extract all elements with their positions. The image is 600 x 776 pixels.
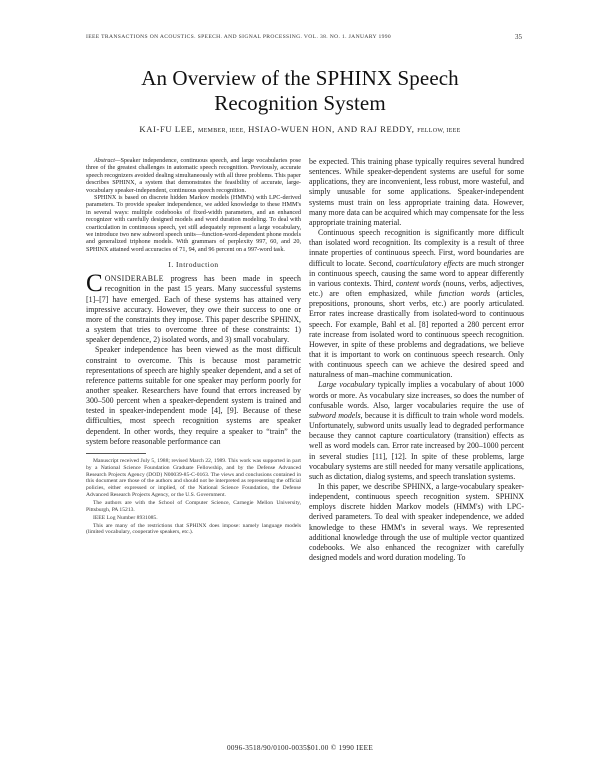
intro-paragraph-2: Speaker independence has been viewed as the most difficult constraint to overcome. This is because most parametric representations of speech are highly speaker dependent, and a set of reference patterns suitable for one speaker may perform poorly for another speaker. Researchers have found that errors increased by 300–500 percent when a speaker-dependent system is trained and tested in speaker-independent mode [4], [9]. Because of these difficulties, most speech recognition systems are speaker dependent. In other words, they require a speaker to “train” the system before reasonable performance can [86, 345, 301, 446]
copyright-line: 0096-3518/90/0100-0035$01.00 © 1990 IEEE [226, 744, 374, 752]
rp2-em: Large vocabulary [318, 380, 375, 390]
page-number: 35 [515, 33, 522, 41]
paper-title [0, 66, 600, 116]
footnotes [86, 458, 301, 536]
abstract-paragraph-1 [86, 157, 301, 194]
running-head: IEEE TRANSACTIONS ON ACOUSTICS. SPEECH. AND SIGNAL PROCESSING. VOL. 38. NO. 1. JANUARY 1990 [86, 34, 392, 40]
intro-paragraph-1 [86, 270, 301, 345]
footnote-log-number: IEEE Log Number 8931085. [93, 514, 158, 521]
rp1-a: Continuous speech recognition is significantly more difficult than isolated word recognition. Its complexity is a result of three innate properties of continuous speech. First, word boundaries are difficult to locate. Second, [309, 228, 524, 268]
right-column-text [309, 157, 524, 563]
author-line [0, 124, 600, 134]
abstract-label: Abstract— [94, 157, 121, 164]
drop-cap: C [86, 270, 103, 298]
right-paragraph-3: In this paper, we describe SPHINX, a large-vocabulary speaker-independent, continuous speech recognition system. SPHINX employs discrete hidden Markov models (HMM's) with LPC-derived parameters. To deal with speaker independence, we added knowledge to these HMM's in several ways. We represented additional knowledge through the use of multiple vector quantized codebooks. We also enhanced the recognizer with carefully designed models and word duration modeling. To [309, 482, 524, 563]
intro-first-word: ONSIDERABLE [104, 274, 164, 284]
author-3-role: FELLOW, IEEE [417, 128, 461, 134]
rp1-c: (nouns, verbs, adjectives, etc.) are often emphasized, while [309, 278, 524, 299]
author-2: HSIAO-WUEN HON, [248, 124, 335, 134]
right-paragraph-1 [309, 228, 524, 380]
abstract [86, 157, 301, 253]
rp1-em3: function words [438, 289, 490, 299]
rp2-em2: subword models [309, 410, 361, 420]
right-paragraph-0: be expected. This training phase typically requires several hundred sentences. While speaker-dependent systems are useful for some applications, they are inconvenient, less robust, more wasteful, and simply unusable for some applications. Speaker-independent systems must train on less appropriate training data. However, many more data can be acquired which may compensate for the less appropriate training material. [309, 157, 524, 227]
abstract-paragraph-2: SPHINX is based on discrete hidden Markov models (HMM's) with LPC-derived parameters. To provide speaker independence, we added knowledge to these HMM's in several ways: multiple codebooks of fixed-width parameters, and an enhanced recognizer with carefully designed models and word duration modeling. To deal with coarticulation in continuous speech, yet still adequately represent a large vocabulary, we introduce two new subword speech units—function-word-dependent phone models and generalized triphone models. With grammars of perplexity 997, 60, and 20, SPHINX attained word accuracies of 71, 94, and 96 percent on a 997-word task. [86, 194, 301, 253]
rp1-d: (articles, prepositions, pronouns, short verbs, etc.) are poorly articulated. Error rates increase drastically from isolated-word to continuous speech. For example, Bahl et al. [8] reported a 280 percent error rate increase from isolated word to continuous speech recognition. However, in spite of these problems and degradations, we believe that it is important to work on continuous speech research. Only with continuous speech can we achieve the desired speed and naturalness of man–machine communication. [309, 289, 524, 380]
left-column [86, 157, 301, 537]
rp2-a: typically implies a vocabulary of about 1000 words or more. As vocabulary size increases, so does the number of confusable words. Also, larger vocabularies require the use of [309, 380, 524, 410]
intro-text [86, 270, 301, 447]
right-column [309, 157, 524, 563]
intro-text-1: progress has been made in speech recognition in the past 15 years. Many successful systems [1]–[7] have emerged. Each of these systems has attained very impressive accuracy. However, they owe their success to one or more of the constraints they impose. This paper describe SPHINX, a system that tries to overcome three of these constraints: 1) speaker dependence, 2) isolated words, and 3) small vocabulary. [86, 274, 301, 345]
rp1-em1: coarticulatory effects [396, 258, 464, 268]
author-1-role: MEMBER, IEEE, [197, 128, 246, 134]
right-paragraph-2 [309, 380, 524, 482]
footnote-affiliation: The authors are with the School of Computer Science, Carnegie Mellon University, Pittsburgh, PA 15213. [86, 500, 301, 513]
abstract-text-1: Speaker independence, continuous speech, and large vocabularies pose three of the greatest challenges in automatic speech recognition. Previously, accurate speech recognizers avoided dealing simultaneously with all three problems. This paper describes SPHINX, a system that demonstrates the feasibility of accurate, large-vocabulary speaker-independent, continuous speech recognition. [86, 157, 301, 194]
rp1-b: are much stronger in continuous speech, causing the same word to appear differently in various contexts. Third, [309, 258, 524, 288]
footnote-restrictions: This are many of the restrictions that SPHINX does impose: namely language models (limited vocabulary, cooperative speakers, etc.). [86, 522, 301, 536]
author-1: KAI-FU LEE, [139, 124, 196, 134]
rp2-b: , because it is difficult to train whole word models. Unfortunately, subword units usually lead to degraded performance because they cannot capture coarticulatory (transition) effects as well as word models can. Error rate increased by 200–1000 percent in several studies [11], [12]. In spite of these problems, large vocabulary systems are still needed for many versatile applications, such as dictation, dialog systems, and speech translation systems. [309, 410, 524, 481]
title-line-2: Recognition System [214, 91, 386, 115]
footnote-divider [86, 453, 146, 454]
title-line-1: An Overview of the SPHINX Speech [141, 66, 459, 90]
footnote-manuscript: Manuscript received July 5, 1988; revised March 22, 1989. This work was supported in part by a National Science Foundation Graduate Fellowship, and by the Defense Advanced Research Projects Agency (DOD) N00039-85-C-0163. The views and conclusions contained in this document are those of the authors and should not be interpreted as representing the official policies, either expressed or implied, of the National Science Foundation, the Defense Advanced Research Projects Agency, or the U.S. Government. [86, 457, 301, 499]
rp1-em2: content words [395, 278, 441, 288]
author-3: AND RAJ REDDY, [337, 124, 415, 134]
section-heading-introduction: I. Introduction [168, 260, 219, 270]
